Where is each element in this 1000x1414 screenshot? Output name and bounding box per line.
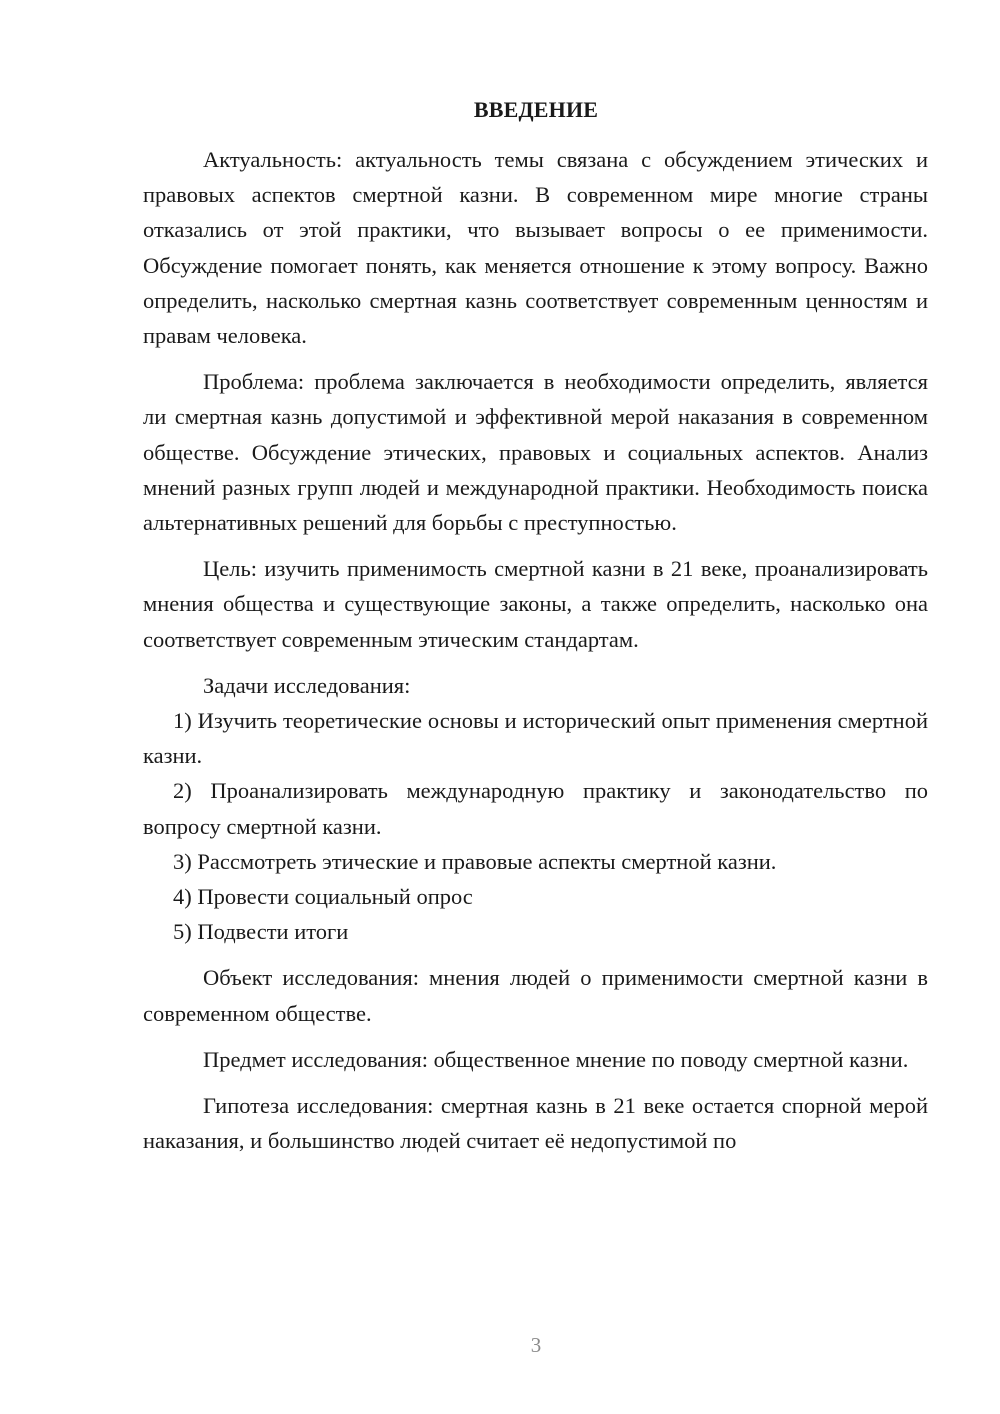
hypothesis-paragraph: Гипотеза исследования: смертная казнь в 21 веке остается спорной мерой наказания, и большинство людей считает её недопустимой по [143,1093,928,1154]
relevance-paragraph: Актуальность: актуальность темы связана с обсуждением этических и правовых аспектов смертной казни. В современном мире многие страны отказались от этой практики, что вызывает вопросы о ее применимости. Обсуждение помогает понять, как меняется отношение к этому вопросу. Важно определить, насколько смертная казнь соответствует современным ценностям и правам человека. [143,147,928,349]
subject-paragraph: Предмет исследования: общественное мнение по поводу смертной казни. [203,1046,909,1072]
object-paragraph: Объект исследования: мнения людей о применимости смертной казни в современном обществе. [143,965,928,1026]
task-item: 2) Проанализировать международную практику и законодательство по вопросу смертной казни. [143,778,928,839]
task-item: 3) Рассмотреть этические и правовые аспекты смертной казни. [173,848,777,874]
document-body [143,142,928,1158]
page-number: 3 [530,1333,542,1357]
tasks-heading: Задачи исследования: [203,672,411,698]
goal-paragraph: Цель: изучить применимость смертной казни в 21 веке, проанализировать мнения общества и существующие законы, а также определить, насколько она соответствует современным этическим стандартам. [143,556,928,652]
task-item: 5) Подвести итоги [173,919,349,945]
problem-paragraph: Проблема: проблема заключается в необходимости определить, является ли смертная казнь допустимой и эффективной мерой наказания в современном обществе. Обсуждение этических, правовых и социальных аспектов. Анализ мнений разных групп людей и международной практики. Необходимость поиска альтернативных решений для борьбы с преступностью. [143,369,928,536]
page-title: ВВЕДЕНИЕ [473,97,599,122]
task-item: 4) Провести социальный опрос [173,884,473,910]
task-item: 1) Изучить теоретические основы и исторический опыт применения смертной казни. [143,708,928,769]
